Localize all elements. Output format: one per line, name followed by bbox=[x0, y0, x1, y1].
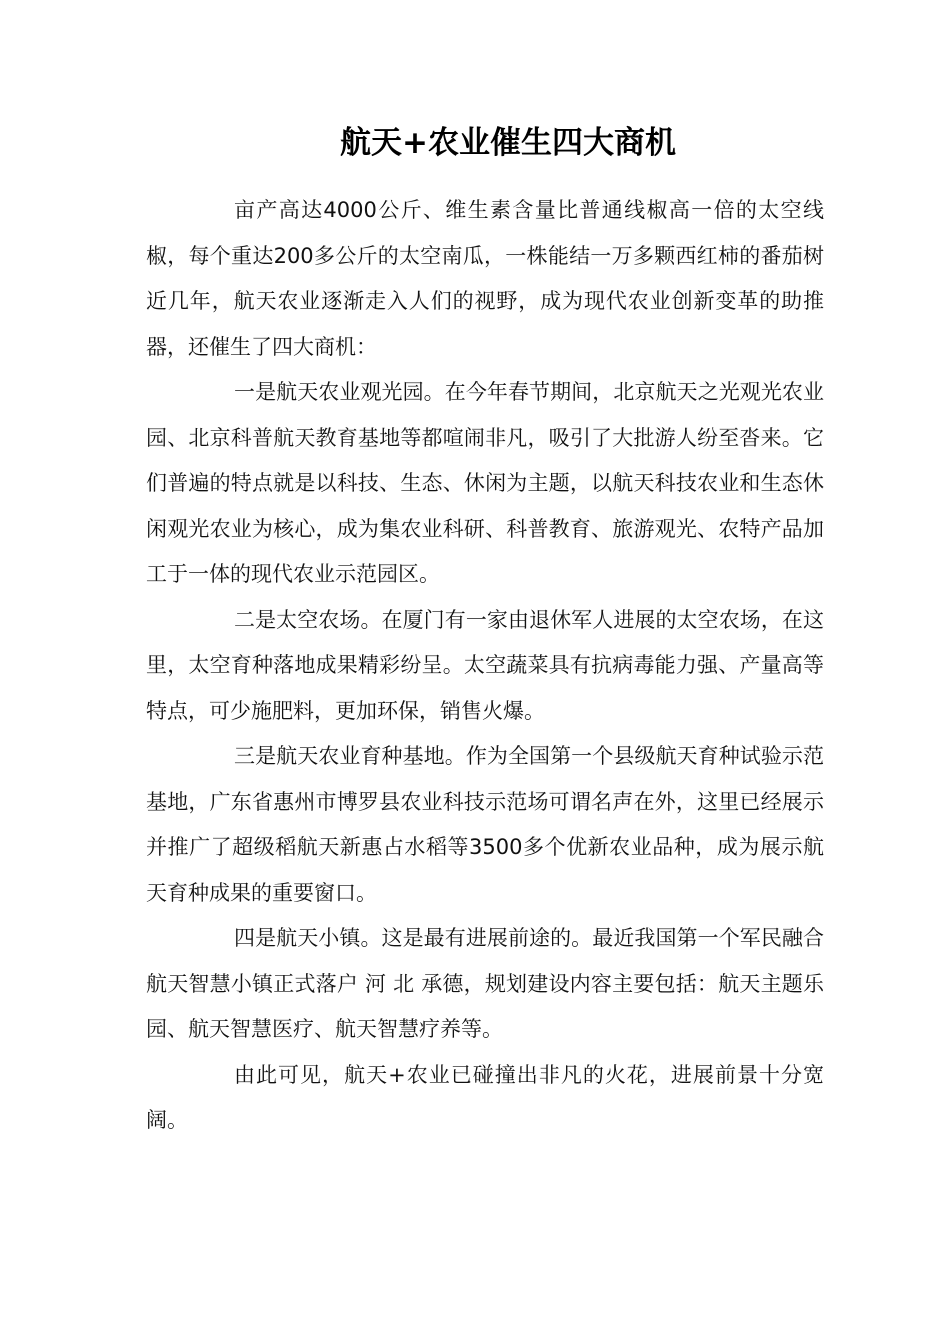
document-title: 航天+农业催生四大商机 bbox=[340, 125, 676, 161]
document-body bbox=[146, 188, 824, 1144]
paragraph-intro: 亩产高达4000公斤、维生素含量比普通线椒高一倍的太空线椒，每个重达200多公斤的太空南瓜，一株能结一万多颗西红柿的番茄树近几年，航天农业逐渐走入人们的视野，成为现代农业创新变革的助推器，还催生了四大商机： bbox=[146, 198, 824, 359]
paragraph-conclusion: 由此可见，航天+农业已碰撞出非凡的火花，进展前景十分宽阔。 bbox=[146, 1062, 824, 1132]
paragraph-aerospace-town: 四是航天小镇。这是最有进展前途的。最近我国第一个军民融合航天智慧小镇正式落户 河 北 承德，规划建设内容主要包括：航天主题乐园、航天智慧医疗、航天智慧疗养等。 bbox=[146, 926, 824, 1041]
paragraph-breeding-base: 三是航天农业育种基地。作为全国第一个县级航天育种试验示范基地，广东省惠州市博罗县农业科技示范场可谓名声在外，这里已经展示并推广了超级稻航天新惠占水稻等3500多个优新农业品种，成为展示航天育种成果的重要窗口。 bbox=[146, 744, 824, 905]
paragraph-sightseeing-park: 一是航天农业观光园。在今年春节期间，北京航天之光观光农业园、北京科普航天教育基地等都喧闹非凡，吸引了大批游人纷至沓来。它们普遍的特点就是以科技、生态、休闲为主题，以航天科技农业和生态休闲观光农业为核心，成为集农业科研、科普教育、旅游观光、农特产品加工于一体的现代农业示范园区。 bbox=[146, 380, 824, 586]
paragraph-space-farm: 二是太空农场。在厦门有一家由退休军人进展的太空农场，在这里，太空育种落地成果精彩纷呈。太空蔬菜具有抗病毒能力强、产量高等特点，可少施肥料，更加环保，销售火爆。 bbox=[146, 607, 824, 723]
